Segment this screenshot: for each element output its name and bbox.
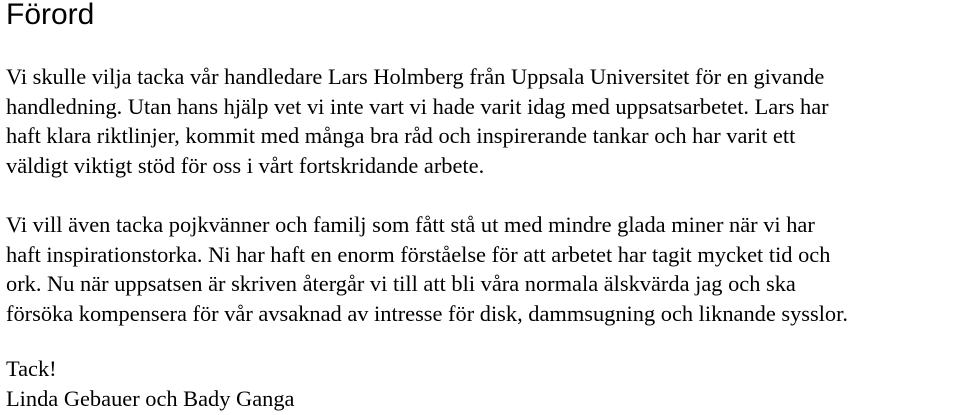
- paragraph-line: försöka kompensera för vår avsaknad av intresse för disk, dammsugning och liknande sysslor.: [6, 300, 848, 326]
- paragraph-line: ork. Nu när uppsatsen är skriven återgår vi till att bli våra normala älskvärda jag och ska: [6, 271, 796, 297]
- signature-block: [6, 354, 958, 413]
- closing-line: Tack!: [6, 356, 57, 381]
- author-names: Linda Gebauer och Bady Ganga: [6, 385, 295, 411]
- paragraph-line: haft inspirationstorka. Ni har haft en enorm förståelse för att arbetet har tagit mycket tid och: [6, 241, 831, 267]
- paragraph-line: handledning. Utan hans hjälp vet vi inte vart vi hade varit idag med uppsatsarbetet. Lars har: [6, 93, 829, 119]
- paragraph-line: haft klara riktlinjer, kommit med många bra råd och inspirerande tankar och har varit ett: [6, 123, 796, 149]
- paragraph-line: väldigt viktigt stöd för oss i vårt fortskridande arbete.: [6, 152, 485, 178]
- page-title: Förord: [6, 0, 95, 31]
- paragraph-line: Vi skulle vilja tacka vår handledare Lars Holmberg från Uppsala Universitet för en givande: [6, 64, 825, 89]
- paragraph-line: Vi vill även tacka pojkvänner och familj som fått stå ut med mindre glada miner när vi har: [6, 212, 815, 237]
- paragraph-acknowledgement-supervisor: [6, 62, 958, 180]
- paragraph-acknowledgement-family: [6, 210, 958, 328]
